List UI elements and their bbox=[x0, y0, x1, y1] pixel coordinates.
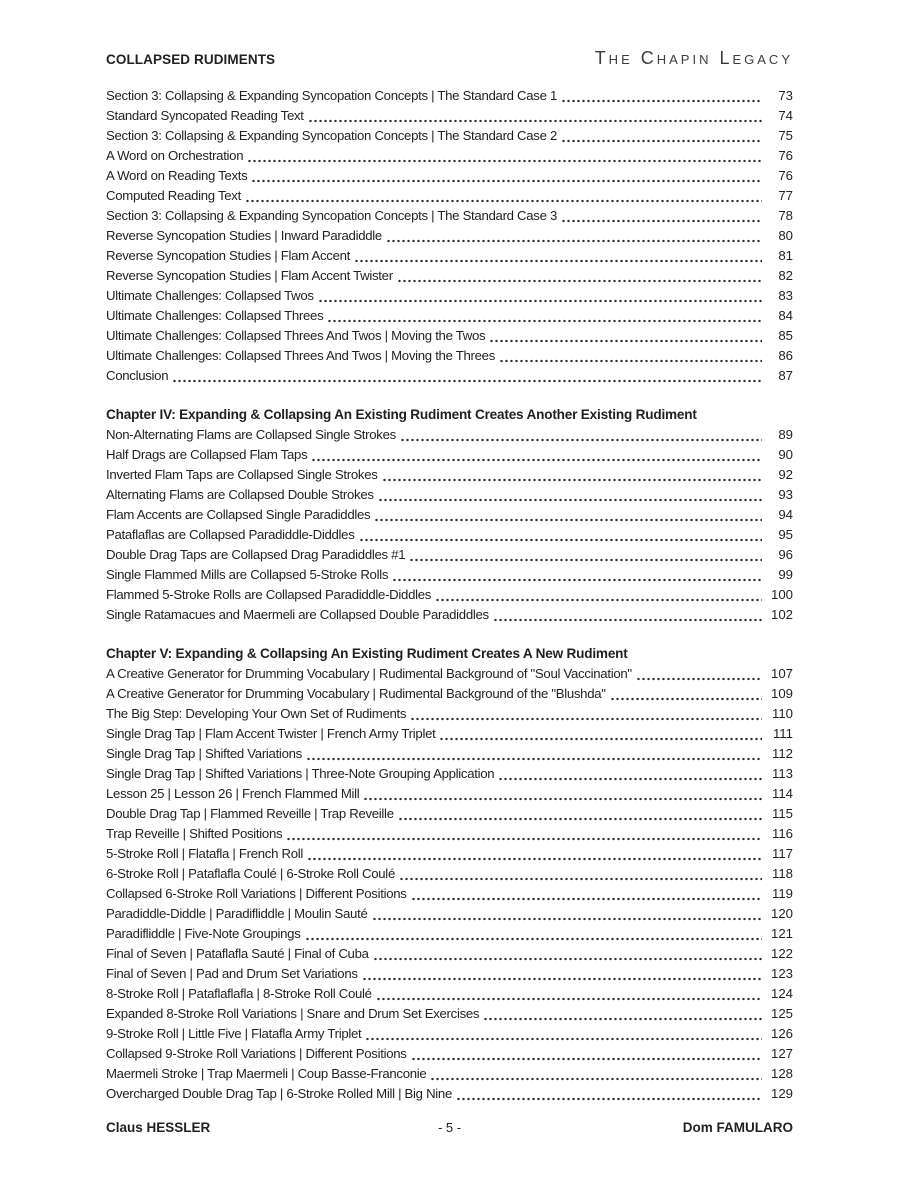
entry-title: Trap Reveille | Shifted Positions bbox=[106, 826, 283, 841]
entry-page-number: 92 bbox=[778, 467, 793, 482]
entry-page-number: 125 bbox=[770, 1006, 793, 1021]
entry-title: Reverse Syncopation Studies | Inward Paradiddle bbox=[106, 228, 382, 243]
entry-page-number: 83 bbox=[778, 288, 793, 303]
toc-entry bbox=[106, 246, 793, 266]
dot-leader bbox=[362, 964, 762, 984]
dot-leader bbox=[373, 944, 762, 964]
toc-entry bbox=[106, 326, 793, 346]
author-left: Claus HESSLER bbox=[106, 1120, 211, 1135]
dot-leader bbox=[561, 86, 762, 106]
entry-page-number: 124 bbox=[770, 986, 793, 1001]
toc-entry bbox=[106, 166, 793, 186]
toc-entry bbox=[106, 485, 793, 505]
dot-leader bbox=[489, 326, 762, 346]
entry-page-number: 120 bbox=[770, 906, 793, 921]
entry-page-number: 95 bbox=[778, 527, 793, 542]
page-header bbox=[106, 48, 793, 69]
toc-entry bbox=[106, 1004, 793, 1024]
dot-leader bbox=[311, 445, 762, 465]
dot-leader bbox=[411, 1044, 762, 1064]
entry-page-number: 129 bbox=[770, 1086, 793, 1101]
entry-page-number: 77 bbox=[778, 188, 793, 203]
entry-title: Ultimate Challenges: Collapsed Threes And Twos | Moving the Twos bbox=[106, 328, 486, 343]
dot-leader bbox=[318, 286, 762, 306]
entry-title: The Big Step: Developing Your Own Set of Rudiments bbox=[106, 706, 407, 721]
dot-leader bbox=[411, 884, 762, 904]
dot-leader bbox=[382, 465, 762, 485]
toc-entry bbox=[106, 106, 793, 126]
entry-title: A Word on Orchestration bbox=[106, 148, 244, 163]
toc-entry bbox=[106, 445, 793, 465]
toc-entry bbox=[106, 824, 793, 844]
dot-leader bbox=[251, 166, 762, 186]
chapter-heading: Chapter IV: Expanding & Collapsing An Existing Rudiment Creates Another Existing Rudiment bbox=[106, 407, 697, 422]
entry-page-number: 123 bbox=[770, 966, 793, 981]
entry-page-number: 112 bbox=[771, 746, 793, 761]
entry-page-number: 109 bbox=[770, 686, 793, 701]
toc-entry bbox=[106, 1044, 793, 1064]
entry-title: Single Drag Tap | Flam Accent Twister | French Army Triplet bbox=[106, 726, 436, 741]
entry-title: Collapsed 6-Stroke Roll Variations | Different Positions bbox=[106, 886, 407, 901]
toc-entry bbox=[106, 306, 793, 326]
entry-page-number: 116 bbox=[771, 826, 793, 841]
entry-title: Non-Alternating Flams are Collapsed Single Strokes bbox=[106, 427, 396, 442]
toc-entry bbox=[106, 286, 793, 306]
entry-title: Final of Seven | Pad and Drum Set Variations bbox=[106, 966, 358, 981]
entry-title: Flammed 5-Stroke Rolls are Collapsed Paradiddle-Diddles bbox=[106, 587, 432, 602]
dot-leader bbox=[363, 784, 762, 804]
entry-title: Standard Syncopated Reading Text bbox=[106, 108, 304, 123]
dot-leader bbox=[397, 266, 762, 286]
entry-title: Final of Seven | Pataflafla Sauté | Final of Cuba bbox=[106, 946, 369, 961]
entry-page-number: 111 bbox=[772, 726, 793, 741]
entry-title: Inverted Flam Taps are Collapsed Single Strokes bbox=[106, 467, 378, 482]
toc-entry bbox=[106, 585, 793, 605]
entry-page-number: 86 bbox=[778, 348, 793, 363]
entry-title: Collapsed 9-Stroke Roll Variations | Different Positions bbox=[106, 1046, 407, 1061]
toc-entry bbox=[106, 664, 793, 684]
entry-page-number: 102 bbox=[770, 607, 793, 622]
toc-entry bbox=[106, 366, 793, 386]
entry-title: Double Drag Taps are Collapsed Drag Paradiddles #1 bbox=[106, 547, 406, 562]
entry-page-number: 80 bbox=[778, 228, 793, 243]
dot-leader bbox=[308, 106, 762, 126]
entry-title: Ultimate Challenges: Collapsed Threes bbox=[106, 308, 324, 323]
entry-title: 6-Stroke Roll | Pataflafla Coulé | 6-Stroke Roll Coulé bbox=[106, 866, 395, 881]
toc-entry bbox=[106, 1084, 793, 1104]
toc-entry bbox=[106, 346, 793, 366]
toc-entry bbox=[106, 744, 793, 764]
page-footer bbox=[106, 1120, 793, 1135]
entry-page-number: 100 bbox=[770, 587, 793, 602]
entry-title: Reverse Syncopation Studies | Flam Accent bbox=[106, 248, 351, 263]
entry-page-number: 118 bbox=[771, 866, 793, 881]
entry-page-number: 107 bbox=[770, 666, 793, 681]
toc-entry bbox=[106, 904, 793, 924]
dot-leader bbox=[365, 1024, 762, 1044]
entry-page-number: 87 bbox=[778, 368, 793, 383]
entry-title: Reverse Syncopation Studies | Flam Accent Twister bbox=[106, 268, 393, 283]
toc-entry bbox=[106, 804, 793, 824]
entry-page-number: 99 bbox=[778, 567, 793, 582]
dot-leader bbox=[378, 485, 762, 505]
entry-page-number: 76 bbox=[778, 148, 793, 163]
entry-title: Single Ratamacues and Maermeli are Collapsed Double Paradiddles bbox=[106, 607, 489, 622]
toc-entry bbox=[106, 226, 793, 246]
toc-entry bbox=[106, 565, 793, 585]
dot-leader bbox=[305, 924, 763, 944]
toc-entry bbox=[106, 724, 793, 744]
dot-leader bbox=[499, 346, 762, 366]
entry-page-number: 119 bbox=[771, 886, 793, 901]
toc-entry bbox=[106, 1064, 793, 1084]
toc-entry bbox=[106, 984, 793, 1004]
entry-title: Computed Reading Text bbox=[106, 188, 241, 203]
entry-title: 9-Stroke Roll | Little Five | Flatafla Army Triplet bbox=[106, 1026, 362, 1041]
entry-title: Conclusion bbox=[106, 368, 169, 383]
book-title: The Chapin Legacy bbox=[594, 48, 793, 68]
entry-page-number: 127 bbox=[770, 1046, 793, 1061]
entry-page-number: 117 bbox=[771, 846, 793, 861]
entry-title: Overcharged Double Drag Tap | 6-Stroke Rolled Mill | Big Nine bbox=[106, 1086, 453, 1101]
dot-leader bbox=[359, 525, 762, 545]
dot-leader bbox=[247, 146, 762, 166]
toc-entry bbox=[106, 605, 793, 625]
entry-title: Section 3: Collapsing & Expanding Syncopation Concepts | The Standard Case 3 bbox=[106, 208, 558, 223]
dot-leader bbox=[392, 565, 762, 585]
author-right: Dom FAMULARO bbox=[682, 1120, 793, 1135]
dot-leader bbox=[376, 984, 762, 1004]
toc-entry bbox=[106, 425, 793, 445]
toc-entry bbox=[106, 964, 793, 984]
entry-title: A Creative Generator for Drumming Vocabulary | Rudimental Background of "Soul Vaccination" bbox=[106, 666, 632, 681]
entry-page-number: 113 bbox=[771, 766, 793, 781]
entry-title: Paradifliddle | Five-Note Groupings bbox=[106, 926, 301, 941]
entry-page-number: 90 bbox=[778, 447, 793, 462]
entry-page-number: 114 bbox=[771, 786, 793, 801]
dot-leader bbox=[327, 306, 762, 326]
entry-page-number: 96 bbox=[778, 547, 793, 562]
dot-leader bbox=[561, 206, 762, 226]
toc-entry bbox=[106, 684, 793, 704]
dot-leader bbox=[286, 824, 762, 844]
dot-leader bbox=[245, 186, 762, 206]
running-head-left: COLLAPSED RUDIMENTS bbox=[106, 52, 276, 67]
dot-leader bbox=[430, 1064, 762, 1084]
entry-page-number: 93 bbox=[778, 487, 793, 502]
entry-title: Ultimate Challenges: Collapsed Threes And Twos | Moving the Threes bbox=[106, 348, 495, 363]
toc-entry bbox=[106, 924, 793, 944]
toc-entry bbox=[106, 784, 793, 804]
dot-leader bbox=[410, 704, 762, 724]
toc-entry bbox=[106, 206, 793, 226]
toc-entry bbox=[106, 704, 793, 724]
entry-title: Pataflaflas are Collapsed Paradiddle-Diddles bbox=[106, 527, 355, 542]
entry-page-number: 115 bbox=[771, 806, 793, 821]
entry-page-number: 76 bbox=[778, 168, 793, 183]
toc-entry bbox=[106, 186, 793, 206]
dot-leader bbox=[409, 545, 762, 565]
dot-leader bbox=[561, 126, 762, 146]
toc-entry bbox=[106, 505, 793, 525]
entry-title: Single Flammed Mills are Collapsed 5-Stroke Rolls bbox=[106, 567, 389, 582]
dot-leader bbox=[354, 246, 762, 266]
entry-page-number: 121 bbox=[770, 926, 793, 941]
entry-page-number: 128 bbox=[770, 1066, 793, 1081]
toc-entry bbox=[106, 86, 793, 106]
dot-leader bbox=[386, 226, 762, 246]
dot-leader bbox=[498, 764, 762, 784]
entry-page-number: 75 bbox=[778, 128, 793, 143]
dot-leader bbox=[610, 684, 762, 704]
toc-entry bbox=[106, 844, 793, 864]
entry-page-number: 85 bbox=[778, 328, 793, 343]
toc-entry bbox=[106, 944, 793, 964]
dot-leader bbox=[374, 505, 762, 525]
entry-title: Lesson 25 | Lesson 26 | French Flammed Mill bbox=[106, 786, 360, 801]
entry-title: Ultimate Challenges: Collapsed Twos bbox=[106, 288, 314, 303]
dot-leader bbox=[307, 844, 762, 864]
toc-entry bbox=[106, 545, 793, 565]
entry-title: Half Drags are Collapsed Flam Taps bbox=[106, 447, 308, 462]
dot-leader bbox=[372, 904, 763, 924]
toc-entry bbox=[106, 126, 793, 146]
toc-entry bbox=[106, 1024, 793, 1044]
entry-page-number: 94 bbox=[778, 507, 793, 522]
dot-leader bbox=[636, 664, 762, 684]
page-number: - 5 - bbox=[437, 1120, 462, 1135]
entry-page-number: 84 bbox=[778, 308, 793, 323]
entry-title: Single Drag Tap | Shifted Variations bbox=[106, 746, 302, 761]
entry-title: Single Drag Tap | Shifted Variations | Three-Note Grouping Application bbox=[106, 766, 495, 781]
entry-title: 8-Stroke Roll | Pataflaflafla | 8-Stroke Roll Coulé bbox=[106, 986, 372, 1001]
dot-leader bbox=[456, 1084, 762, 1104]
entry-title: Expanded 8-Stroke Roll Variations | Snare and Drum Set Exercises bbox=[106, 1006, 480, 1021]
dot-leader bbox=[493, 605, 762, 625]
entry-page-number: 81 bbox=[778, 248, 793, 263]
dot-leader bbox=[439, 724, 762, 744]
entry-page-number: 126 bbox=[770, 1026, 793, 1041]
toc-entry bbox=[106, 146, 793, 166]
entry-page-number: 78 bbox=[778, 208, 793, 223]
dot-leader bbox=[399, 864, 762, 884]
dot-leader bbox=[400, 425, 762, 445]
entry-title: Double Drag Tap | Flammed Reveille | Trap Reveille bbox=[106, 806, 394, 821]
dot-leader bbox=[172, 366, 762, 386]
dot-leader bbox=[398, 804, 762, 824]
dot-leader bbox=[435, 585, 762, 605]
entry-page-number: 89 bbox=[778, 427, 793, 442]
toc-entry bbox=[106, 884, 793, 904]
entry-title: Flam Accents are Collapsed Single Paradiddles bbox=[106, 507, 371, 522]
entry-title: Section 3: Collapsing & Expanding Syncopation Concepts | The Standard Case 2 bbox=[106, 128, 558, 143]
entry-title: Alternating Flams are Collapsed Double Strokes bbox=[106, 487, 374, 502]
entry-page-number: 73 bbox=[778, 88, 793, 103]
entry-page-number: 110 bbox=[771, 706, 793, 721]
entry-title: A Word on Reading Texts bbox=[106, 168, 248, 183]
entry-page-number: 74 bbox=[778, 108, 793, 123]
toc-entry bbox=[106, 465, 793, 485]
entry-title: A Creative Generator for Drumming Vocabulary | Rudimental Background of the "Blushda" bbox=[106, 686, 606, 701]
entry-page-number: 122 bbox=[770, 946, 793, 961]
entry-page-number: 82 bbox=[778, 268, 793, 283]
table-of-contents bbox=[106, 86, 793, 1104]
entry-title: Paradiddle-Diddle | Paradifliddle | Moulin Sauté bbox=[106, 906, 368, 921]
entry-title: Maermeli Stroke | Trap Maermeli | Coup Basse-Franconie bbox=[106, 1066, 427, 1081]
toc-entry bbox=[106, 525, 793, 545]
toc-entry bbox=[106, 764, 793, 784]
entry-title: Section 3: Collapsing & Expanding Syncopation Concepts | The Standard Case 1 bbox=[106, 88, 558, 103]
chapter-heading: Chapter V: Expanding & Collapsing An Existing Rudiment Creates A New Rudiment bbox=[106, 646, 628, 661]
toc-entry bbox=[106, 864, 793, 884]
entry-title: 5-Stroke Roll | Flatafla | French Roll bbox=[106, 846, 303, 861]
toc-entry bbox=[106, 266, 793, 286]
dot-leader bbox=[483, 1004, 762, 1024]
dot-leader bbox=[306, 744, 762, 764]
